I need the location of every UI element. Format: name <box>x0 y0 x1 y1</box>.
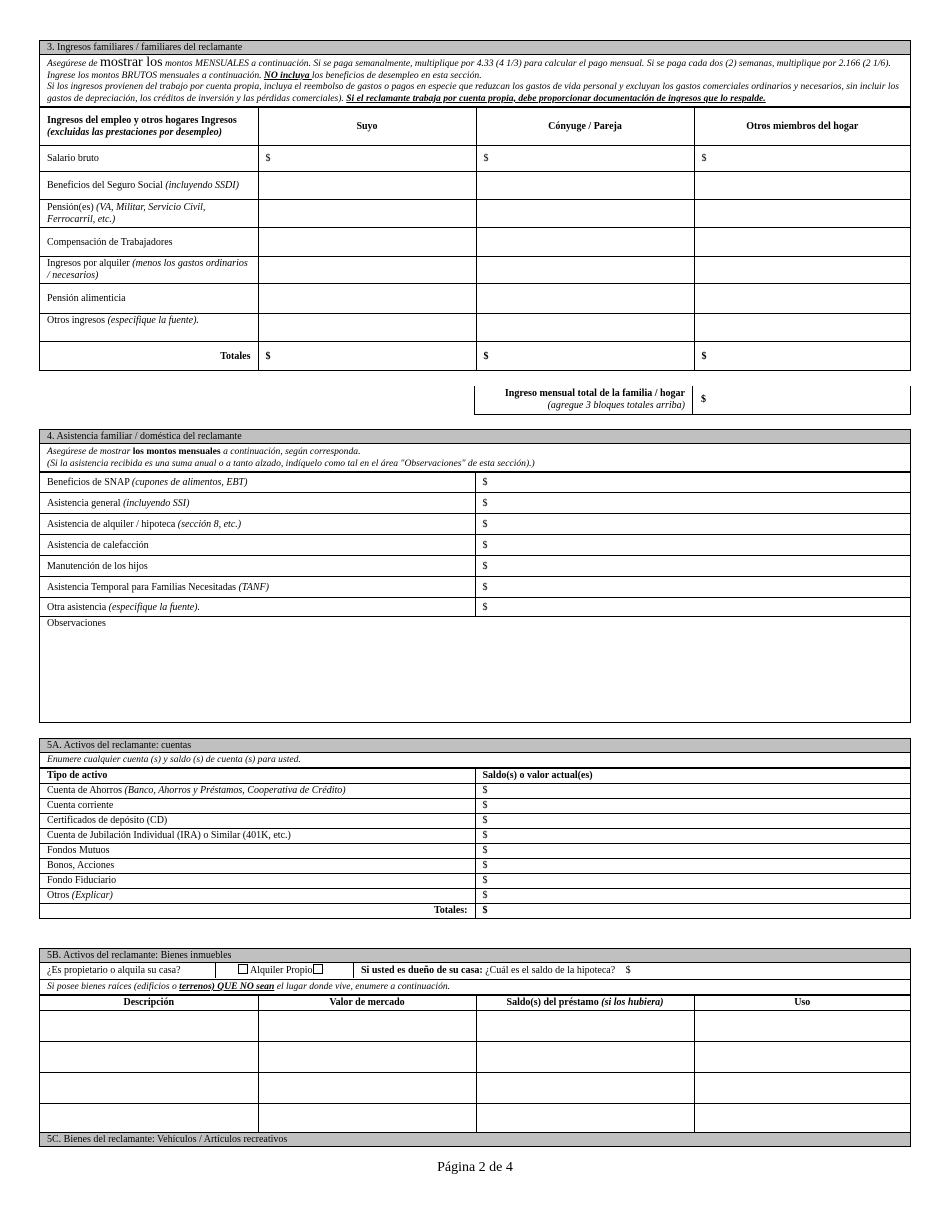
row-label: Cuenta de Ahorros (Banco, Ahorros y Préstamos, Cooperativa de Crédito) <box>40 783 475 798</box>
market-value-column-header: Valor de mercado <box>258 995 476 1010</box>
household-field[interactable] <box>694 200 910 228</box>
row-label: Otros ingresos (especifique la fuente). <box>40 314 258 342</box>
use-field[interactable] <box>694 1041 910 1072</box>
section-4-instructions: Asegúrese de mostrar los montos mensuales a continuación, según corresponda. (Si la asistencia recibida es una suma anual o a tanto alzado, indíquelo como tal en el área "Observaciones" de esta sección).) <box>40 444 910 472</box>
table-row <box>40 314 910 342</box>
balance-field[interactable]: $ <box>475 783 910 798</box>
household-field[interactable] <box>694 284 910 314</box>
rent-option-label: Alquiler <box>250 965 284 976</box>
table-row <box>40 873 910 888</box>
yours-column-header: Suyo <box>258 108 476 146</box>
market-value-field[interactable] <box>258 1103 476 1132</box>
section-5a-accounts <box>39 738 911 919</box>
real-estate-table <box>40 995 910 1133</box>
table-row <box>40 1010 910 1041</box>
description-field[interactable] <box>40 1041 258 1072</box>
section-5b-real-estate <box>39 948 911 1147</box>
rent-checkbox[interactable] <box>238 964 248 974</box>
description-field[interactable] <box>40 1103 258 1132</box>
table-row <box>40 556 910 577</box>
section-4-header: 4. Asistencia familiar / doméstica del reclamante <box>40 430 910 444</box>
page-number: Página 2 de 4 <box>437 1160 513 1175</box>
spouse-field[interactable]: $ <box>476 146 694 172</box>
household-field[interactable]: $ <box>694 146 910 172</box>
table-row <box>40 813 910 828</box>
income-table <box>40 107 910 370</box>
table-row <box>40 1041 910 1072</box>
section-5b-header: 5B. Activos del reclamante: Bienes inmuebles <box>40 949 910 963</box>
household-field[interactable] <box>694 172 910 200</box>
row-label: Salario bruto <box>40 146 258 172</box>
yours-total-field[interactable]: $ <box>258 342 476 370</box>
row-label: Fondo Fiduciario <box>40 873 475 888</box>
loan-balance-field[interactable] <box>476 1072 694 1103</box>
yours-field[interactable]: $ <box>258 146 476 172</box>
table-row <box>40 514 910 535</box>
row-label: Asistencia de calefacción <box>40 535 475 556</box>
spouse-total-field[interactable]: $ <box>476 342 694 370</box>
table-row <box>40 858 910 873</box>
balance-field[interactable]: $ <box>475 873 910 888</box>
spouse-field[interactable] <box>476 172 694 200</box>
loan-balance-field[interactable] <box>476 1041 694 1072</box>
amount-field[interactable]: $ <box>475 535 910 556</box>
market-value-field[interactable] <box>258 1010 476 1041</box>
row-label: Beneficios de SNAP (cupones de alimentos, EBT) <box>40 473 475 493</box>
yours-field[interactable] <box>258 257 476 284</box>
row-label: Bonos, Acciones <box>40 858 475 873</box>
own-checkbox[interactable] <box>313 964 323 974</box>
section-3-header: 3. Ingresos familiares / familiares del reclamante <box>40 41 910 55</box>
table-row <box>40 172 910 200</box>
row-label: Beneficios del Seguro Social (incluyendo SSDI) <box>40 172 258 200</box>
own-rent-options <box>236 963 325 978</box>
household-total-label: Ingreso mensual total de la familia / hogar (agregue 3 bloques totales arriba) <box>475 386 693 414</box>
balance-field[interactable]: $ <box>475 798 910 813</box>
row-label: Compensación de Trabajadores <box>40 228 258 257</box>
market-value-field[interactable] <box>258 1041 476 1072</box>
amount-field[interactable]: $ <box>475 473 910 493</box>
market-value-field[interactable] <box>258 1072 476 1103</box>
loan-balance-column-header: Saldo(s) del préstamo (si los hubiera) <box>476 995 694 1010</box>
yours-field[interactable] <box>258 200 476 228</box>
spouse-field[interactable] <box>476 200 694 228</box>
table-row <box>40 535 910 556</box>
row-label: Manutención de los hijos <box>40 556 475 577</box>
assistance-table <box>40 472 910 722</box>
own-rent-question: ¿Es propietario o alquila su casa? <box>47 965 181 976</box>
description-field[interactable] <box>40 1010 258 1041</box>
balance-field[interactable]: $ <box>475 813 910 828</box>
yours-field[interactable] <box>258 228 476 257</box>
table-row <box>40 843 910 858</box>
use-column-header: Uso <box>694 995 910 1010</box>
totals-row <box>40 342 910 370</box>
balance-field[interactable]: $ <box>475 888 910 903</box>
own-rent-row <box>40 963 910 980</box>
section-5a-instructions: Enumere cualquier cuenta (s) y saldo (s) de cuenta (s) para usted. <box>40 753 910 768</box>
household-column-header: Otros miembros del hogar <box>694 108 910 146</box>
section-5b-instructions: Si posee bienes raíces (edificios o terrenos) QUE NO sean el lugar donde vive, enumere a continuación. <box>40 980 910 995</box>
table-row <box>40 828 910 843</box>
row-label: Cuenta corriente <box>40 798 475 813</box>
use-field[interactable] <box>694 1103 910 1132</box>
yours-field[interactable] <box>258 314 476 342</box>
totals-row <box>40 903 910 918</box>
yours-field[interactable] <box>258 172 476 200</box>
amount-field[interactable]: $ <box>475 514 910 535</box>
section-4-assistance <box>39 429 911 723</box>
table-row <box>40 1072 910 1103</box>
amount-field[interactable]: $ <box>475 577 910 598</box>
table-row <box>40 1103 910 1132</box>
observations-row <box>40 617 910 722</box>
amount-field[interactable]: $ <box>475 493 910 514</box>
household-field[interactable] <box>694 257 910 284</box>
spouse-field[interactable] <box>476 228 694 257</box>
row-label: Fondos Mutuos <box>40 843 475 858</box>
mortgage-balance-field[interactable]: $ <box>625 965 631 976</box>
spouse-field[interactable] <box>476 314 694 342</box>
row-label: Cuenta de Jubilación Individual (IRA) o Similar (401K, etc.) <box>40 828 475 843</box>
amount-field[interactable]: $ <box>475 598 910 617</box>
totals-label: Totales: <box>40 903 475 918</box>
loan-balance-field[interactable] <box>476 1010 694 1041</box>
row-label: Otros (Explicar) <box>40 888 475 903</box>
row-label: Asistencia general (incluyendo SSI) <box>40 493 475 514</box>
balance-column-header: Saldo(s) o valor actual(es) <box>475 768 910 783</box>
accounts-total-field[interactable]: $ <box>475 903 910 918</box>
own-option-label: Propio <box>285 965 313 976</box>
row-label: Otra asistencia (especifique la fuente). <box>40 598 475 617</box>
income-source-column-header: Ingresos del empleo y otros hogares Ingresos (excluidas las prestaciones por desempleo) <box>40 108 258 146</box>
household-total-field[interactable]: $ <box>694 342 910 370</box>
section-5a-header: 5A. Activos del reclamante: cuentas <box>40 739 910 753</box>
row-label: Certificados de depósito (CD) <box>40 813 475 828</box>
spouse-column-header: Cónyuge / Pareja <box>476 108 694 146</box>
table-row <box>40 577 910 598</box>
table-row <box>40 493 910 514</box>
household-field[interactable] <box>694 314 910 342</box>
table-row <box>40 798 910 813</box>
table-row <box>40 598 910 617</box>
section-3-instructions: Asegúrese de mostrar los montos MENSUALES a continuación. Si se paga semanalmente, multiplique por 4.33 (4 1/3) para calcular el pago mensual. Si se paga cada dos (2) semanas, multiplique por 2.166 (2 1/6). Ingrese los montos BRUTOS mensuales a continuación. NO incluya los beneficios de desempleo en esta sección. Si los ingresos provienen del trabajo por cuenta propia, incluya el reembolso de gastos o pagos en especie que reduzcan los gastos de vida personal y excluyan los gastos comerciales ordinarios y necesarios, sin incluir los gastos de depreciación, los créditos de inversión y las pérdidas comerciales). Si el reclamante trabaja por cuenta propia, debe proporcionar documentación de ingresos que lo respalde. <box>40 55 910 107</box>
table-row <box>40 888 910 903</box>
mortgage-balance: Si usted es dueño de su casa: ¿Cuál es el saldo de la hipoteca? $ <box>361 965 631 976</box>
household-monthly-total-field[interactable]: $ <box>701 394 706 405</box>
loan-balance-field[interactable] <box>476 1103 694 1132</box>
table-row <box>40 473 910 493</box>
observations-field[interactable] <box>40 617 910 722</box>
observations-label: Observaciones <box>47 618 106 630</box>
amount-field[interactable]: $ <box>475 556 910 577</box>
section-3-income <box>39 40 911 371</box>
yours-field[interactable] <box>258 284 476 314</box>
row-label: Pensión(es) (VA, Militar, Servicio Civil, Ferrocarril, etc.) <box>40 200 258 228</box>
balance-field[interactable]: $ <box>475 828 910 843</box>
household-field[interactable] <box>694 228 910 257</box>
row-label: Ingresos por alquiler (menos los gastos ordinarios / necesarios) <box>40 257 258 284</box>
use-field[interactable] <box>694 1072 910 1103</box>
description-field[interactable] <box>40 1072 258 1103</box>
table-row <box>40 783 910 798</box>
table-row <box>40 284 910 314</box>
use-field[interactable] <box>694 1010 910 1041</box>
balance-field[interactable]: $ <box>475 858 910 873</box>
spouse-field[interactable] <box>476 257 694 284</box>
row-label: Asistencia de alquiler / hipoteca (sección 8, etc.) <box>40 514 475 535</box>
totals-label: Totales <box>40 342 258 370</box>
asset-type-column-header: Tipo de activo <box>40 768 475 783</box>
table-row <box>40 200 910 228</box>
row-label: Pensión alimenticia <box>40 284 258 314</box>
section-5c-header: 5C. Bienes del reclamante: Vehículos / Artículos recreativos <box>40 1132 910 1146</box>
row-label: Asistencia Temporal para Familias Necesitadas (TANF) <box>40 577 475 598</box>
accounts-table <box>40 768 910 919</box>
table-row <box>40 228 910 257</box>
table-row <box>40 146 910 172</box>
household-total-box <box>474 386 911 415</box>
spouse-field[interactable] <box>476 284 694 314</box>
balance-field[interactable]: $ <box>475 843 910 858</box>
description-column-header: Descripción <box>40 995 258 1010</box>
table-row <box>40 257 910 284</box>
